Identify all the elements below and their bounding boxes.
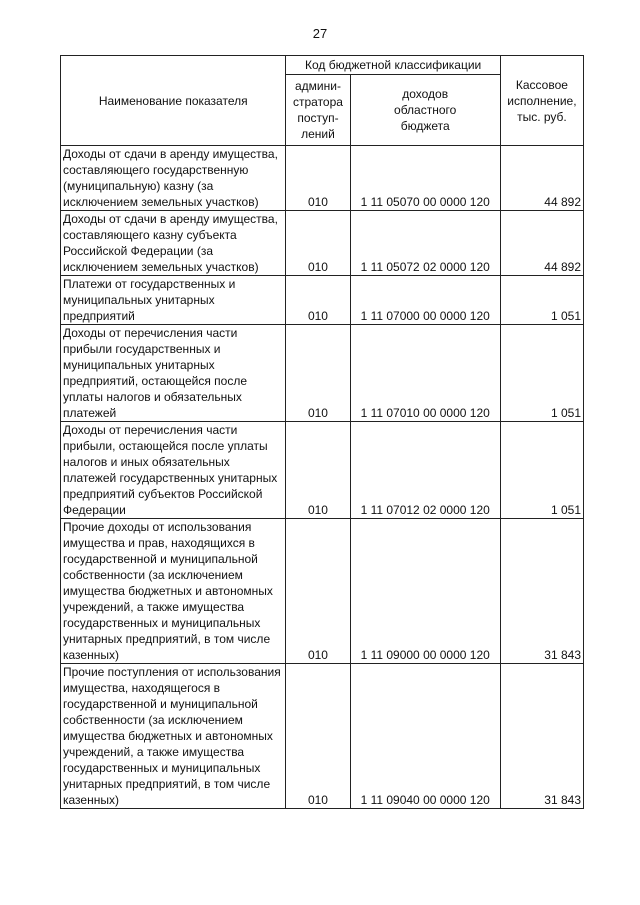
table-row bbox=[61, 211, 584, 276]
row-budget-code: 1 11 07010 00 0000 120 bbox=[350, 325, 500, 422]
row-amount: 31 843 bbox=[500, 519, 583, 664]
page-number: 27 bbox=[312, 26, 328, 41]
row-name: Доходы от сдачи в аренду имущества, составляющего казну субъекта Российской Федерации (за исключением земельных участков) bbox=[61, 211, 286, 276]
row-amount: 44 892 bbox=[500, 146, 583, 211]
row-admin-code: 010 bbox=[286, 664, 350, 809]
table-row bbox=[61, 325, 584, 422]
row-amount: 1 051 bbox=[500, 325, 583, 422]
row-admin-code: 010 bbox=[286, 146, 350, 211]
row-budget-code: 1 11 07012 02 0000 120 bbox=[350, 422, 500, 519]
row-admin-code: 010 bbox=[286, 211, 350, 276]
row-name: Доходы от перечисления части прибыли, остающейся после уплаты налогов и иных обязательных платежей государственных унитарных предприятий субъектов Российской Федерации bbox=[61, 422, 286, 519]
row-name: Прочие поступления от использования имущества, находящегося в государственной и муниципальной собственности (за исключением имущества бюджетных и автономных учреждений, а также имущества государственных и муниципальных унитарных предприятий, в том числе казенных) bbox=[61, 664, 286, 809]
row-budget-code: 1 11 05072 02 0000 120 bbox=[350, 211, 500, 276]
table-row bbox=[61, 519, 584, 664]
row-amount: 44 892 bbox=[500, 211, 583, 276]
row-budget-code: 1 11 09000 00 0000 120 bbox=[350, 519, 500, 664]
row-name: Платежи от государственных и муниципальных унитарных предприятий bbox=[61, 276, 286, 325]
row-admin-code: 010 bbox=[286, 325, 350, 422]
table-row bbox=[61, 146, 584, 211]
row-admin-code: 010 bbox=[286, 276, 350, 325]
row-amount: 1 051 bbox=[500, 422, 583, 519]
row-budget-code: 1 11 07000 00 0000 120 bbox=[350, 276, 500, 325]
table-row bbox=[61, 664, 584, 809]
row-amount: 31 843 bbox=[500, 664, 583, 809]
row-name: Доходы от перечисления части прибыли государственных и муниципальных унитарных предприятий, остающейся после уплаты налогов и обязательных платежей bbox=[61, 325, 286, 422]
header-cash: Кассовое исполнение, тыс. руб. bbox=[500, 56, 583, 146]
header-code-group: Код бюджетной классификации bbox=[286, 56, 500, 75]
row-budget-code: 1 11 05070 00 0000 120 bbox=[350, 146, 500, 211]
table-row bbox=[61, 276, 584, 325]
row-name: Доходы от сдачи в аренду имущества, составляющего государственную (муниципальную) казну (за исключением земельных участков) bbox=[61, 146, 286, 211]
row-admin-code: 010 bbox=[286, 519, 350, 664]
table-row bbox=[61, 422, 584, 519]
row-admin-code: 010 bbox=[286, 422, 350, 519]
header-income: доходов областного бюджета bbox=[350, 75, 500, 146]
budget-table bbox=[60, 55, 584, 809]
row-name: Прочие доходы от использования имущества и прав, находящихся в государственной и муниципальной собственности (за исключением имущества бюджетных и автономных учреждений, а также имущества государственных и муниципальных унитарных предприятий, в том числе казенных) bbox=[61, 519, 286, 664]
header-admin: админи- стратора поступ- лений bbox=[286, 75, 350, 146]
table-body bbox=[61, 146, 584, 809]
row-amount: 1 051 bbox=[500, 276, 583, 325]
row-budget-code: 1 11 09040 00 0000 120 bbox=[350, 664, 500, 809]
header-name: Наименование показателя bbox=[61, 56, 286, 146]
